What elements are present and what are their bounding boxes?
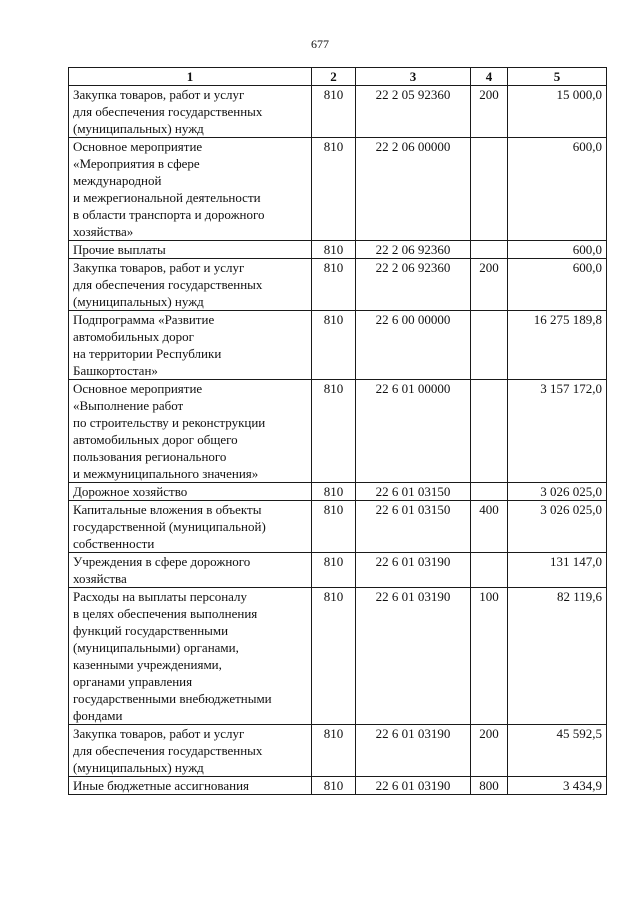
table-row <box>69 86 607 138</box>
table-row <box>69 588 607 725</box>
row-name-cell: Учреждения в сфере дорожного хозяйства <box>69 553 312 588</box>
table-row <box>69 483 607 501</box>
row-code-cell: 22 2 06 92360 <box>356 241 471 259</box>
row-name-cell: Дорожное хозяйство <box>69 483 312 501</box>
table-header-row <box>69 68 607 86</box>
row-code-cell: 22 6 01 03190 <box>356 553 471 588</box>
row-ministry-cell: 810 <box>312 241 356 259</box>
row-code-cell: 22 6 01 03190 <box>356 725 471 777</box>
row-type-cell <box>471 553 508 588</box>
row-ministry-cell: 810 <box>312 380 356 483</box>
row-type-cell: 200 <box>471 725 508 777</box>
row-ministry-cell: 810 <box>312 553 356 588</box>
row-ministry-cell: 810 <box>312 725 356 777</box>
row-code-cell: 22 2 05 92360 <box>356 86 471 138</box>
row-sum-cell: 15 000,0 <box>508 86 607 138</box>
row-ministry-cell: 810 <box>312 86 356 138</box>
row-type-cell <box>471 138 508 241</box>
row-type-cell <box>471 241 508 259</box>
row-name-cell: Основное мероприятие «Мероприятия в сфере международной и межрегиональной деятельности в области транспорта и дорожного хозяйства» <box>69 138 312 241</box>
row-ministry-cell: 810 <box>312 259 356 311</box>
row-name-cell: Закупка товаров, работ и услуг для обеспечения государственных (муниципальных) нужд <box>69 259 312 311</box>
row-sum-cell: 600,0 <box>508 259 607 311</box>
budget-table <box>68 67 607 795</box>
row-sum-cell: 3 434,9 <box>508 777 607 795</box>
header-cell: 1 <box>69 68 312 86</box>
table-row <box>69 725 607 777</box>
table-row <box>69 777 607 795</box>
row-name-cell: Закупка товаров, работ и услуг для обеспечения государственных (муниципальных) нужд <box>69 725 312 777</box>
row-ministry-cell: 810 <box>312 501 356 553</box>
row-name-cell: Прочие выплаты <box>69 241 312 259</box>
row-ministry-cell: 810 <box>312 138 356 241</box>
row-sum-cell: 600,0 <box>508 138 607 241</box>
row-code-cell: 22 6 00 00000 <box>356 311 471 380</box>
row-code-cell: 22 6 01 03190 <box>356 588 471 725</box>
table-row <box>69 501 607 553</box>
table-row <box>69 553 607 588</box>
row-type-cell <box>471 380 508 483</box>
row-sum-cell: 3 157 172,0 <box>508 380 607 483</box>
row-code-cell: 22 6 01 03190 <box>356 777 471 795</box>
row-sum-cell: 3 026 025,0 <box>508 483 607 501</box>
row-sum-cell: 600,0 <box>508 241 607 259</box>
row-sum-cell: 3 026 025,0 <box>508 501 607 553</box>
row-type-cell: 200 <box>471 259 508 311</box>
row-code-cell: 22 6 01 00000 <box>356 380 471 483</box>
row-type-cell: 200 <box>471 86 508 138</box>
row-type-cell: 100 <box>471 588 508 725</box>
row-code-cell: 22 6 01 03150 <box>356 501 471 553</box>
row-code-cell: 22 2 06 00000 <box>356 138 471 241</box>
table-row <box>69 380 607 483</box>
table-row <box>69 241 607 259</box>
row-ministry-cell: 810 <box>312 311 356 380</box>
row-type-cell <box>471 311 508 380</box>
table-body <box>69 86 607 795</box>
row-name-cell: Иные бюджетные ассигнования <box>69 777 312 795</box>
table-row <box>69 259 607 311</box>
row-code-cell: 22 6 01 03150 <box>356 483 471 501</box>
row-sum-cell: 45 592,5 <box>508 725 607 777</box>
header-cell: 2 <box>312 68 356 86</box>
header-cell: 4 <box>471 68 508 86</box>
page-number: 677 <box>311 37 329 51</box>
table-row <box>69 138 607 241</box>
row-name-cell: Подпрограмма «Развитие автомобильных дорог на территории Республики Башкортостан» <box>69 311 312 380</box>
table-row <box>69 311 607 380</box>
row-ministry-cell: 810 <box>312 588 356 725</box>
header-cell: 3 <box>356 68 471 86</box>
row-name-cell: Основное мероприятие «Выполнение работ по строительству и реконструкции автомобильных дорог общего пользования регионального и межмуниципального значения» <box>69 380 312 483</box>
row-type-cell: 800 <box>471 777 508 795</box>
row-name-cell: Закупка товаров, работ и услуг для обеспечения государственных (муниципальных) нужд <box>69 86 312 138</box>
row-name-cell: Расходы на выплаты персоналу в целях обеспечения выполнения функций государственными (муниципальными) органами, казенными учреждениями, органами управления государственными внебюджетными фондами <box>69 588 312 725</box>
header-cell: 5 <box>508 68 607 86</box>
row-ministry-cell: 810 <box>312 483 356 501</box>
row-sum-cell: 16 275 189,8 <box>508 311 607 380</box>
row-sum-cell: 82 119,6 <box>508 588 607 725</box>
row-ministry-cell: 810 <box>312 777 356 795</box>
row-code-cell: 22 2 06 92360 <box>356 259 471 311</box>
row-type-cell <box>471 483 508 501</box>
row-name-cell: Капитальные вложения в объекты государственной (муниципальной) собственности <box>69 501 312 553</box>
row-type-cell: 400 <box>471 501 508 553</box>
row-sum-cell: 131 147,0 <box>508 553 607 588</box>
